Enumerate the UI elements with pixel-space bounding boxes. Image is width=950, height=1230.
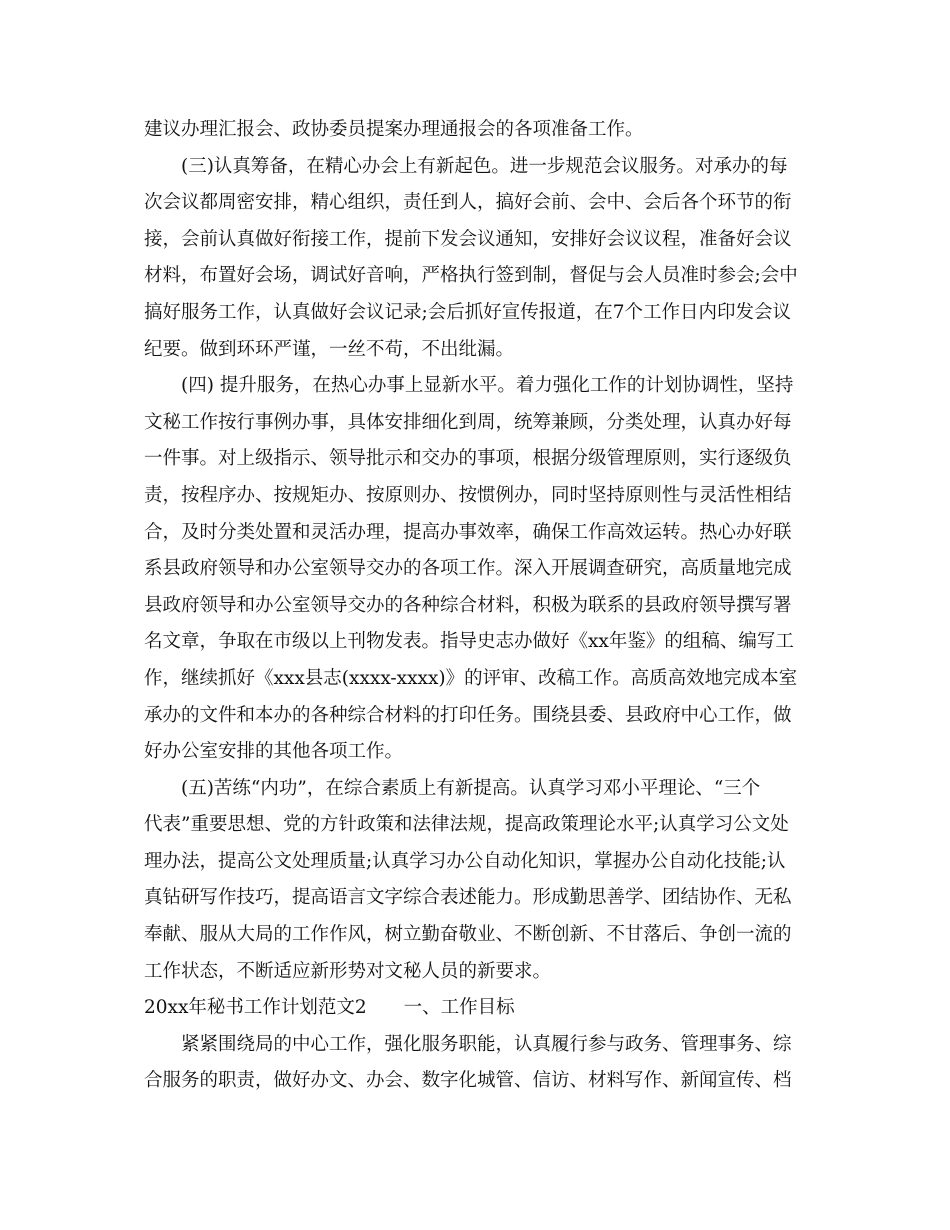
text-line: 接，会前认真做好衔接工作，提前下发会议通知，安排好会议议程，准备好会议 [144, 228, 792, 250]
text-line: 名文章，争取在市级以上刊物发表。指导史志办做好《xx年鉴》的组稿、编写工 [144, 631, 794, 653]
text-line: 次会议都周密安排，精心组织，责任到人，搞好会前、会中、会后各个环节的衔 [144, 192, 792, 214]
text-line: 文秘工作按行事例办事，具体安排细化到周，统筹兼顾，分类处理，认真办好每 [144, 411, 792, 433]
document-page [144, 112, 809, 1100]
text-line: 代表”重要思想、党的方针政策和法律法规，提高政策理论水平;认真学习公文处 [144, 814, 789, 836]
text-line: 合服务的职责，做好办文、办会、数字化城管、信访、材料写作、新闻宣传、档 [144, 1070, 792, 1092]
text-line: (五)苦练“内功”，在综合素质上有新提高。认真学习邓小平理论、“三个 [181, 777, 761, 799]
text-line: 工作状态，不断适应新形势对文秘人员的新要求。 [144, 960, 552, 982]
text-line: 真钻研写作技巧，提高语言文字综合表述能力。形成勤思善学、团结协作、无私 [144, 887, 792, 909]
text-line: 紧紧围绕局的中心工作，强化服务职能，认真履行参与政务、管理事务、综 [181, 1033, 792, 1055]
text-line: 理办法，提高公文处理质量;认真学习办公自动化知识，掌握办公自动化技能;认 [144, 850, 786, 872]
text-line: 搞好服务工作，认真做好会议记录;会后抓好宣传报道，在7个工作日内印发会议 [144, 301, 792, 323]
text-line: 纪要。做到环环严谨，一丝不苟，不出纰漏。 [144, 338, 515, 360]
text-line: 奉献、服从大局的工作作风，树立勤奋敬业、不断创新、不甘落后、争创一流的 [144, 924, 792, 946]
text-line: 建议办理汇报会、政协委员提案办理通报会的各项准备工作。 [144, 119, 644, 140]
text-line: 承办的文件和本办的各种综合材料的打印任务。围绕县委、县政府中心工作，做 [144, 704, 792, 726]
text-line: 一件事。对上级指示、领导批示和交办的事项，根据分级管理原则，实行逐级负 [144, 448, 792, 470]
text-line: 责，按程序办、按规矩办、按原则办、按惯例办，同时坚持原则性与灵活性相结 [144, 484, 792, 506]
text-line: (四) 提升服务，在热心办事上显新水平。着力强化工作的计划协调性，坚持 [181, 375, 794, 397]
text-line: 合，及时分类处置和灵活办理，提高办事效率，确保工作高效运转。热心办好联 [144, 521, 792, 543]
text-line: 20xx年秘书工作计划范文2 一、工作目标 [144, 997, 515, 1019]
text-line: (三)认真筹备，在精心办会上有新起色。进一步规范会议服务。对承办的每 [181, 155, 788, 177]
text-line: 材料，布置好会场，调试好音响，严格执行签到制，督促与会人员准时参会;会中 [144, 265, 798, 287]
text-line: 好办公室安排的其他各项工作。 [144, 741, 404, 763]
text-line: 县政府领导和办公室领导交办的各种综合材料，积极为联系的县政府领导撰写署 [144, 594, 792, 616]
text-line: 作，继续抓好《xxx县志(xxxx-xxxx)》的评审、改稿工作。高质高效地完成本室 [144, 667, 798, 689]
text-line: 系县政府领导和办公室领导交办的各项工作。深入开展调查研究，高质量地完成 [144, 558, 792, 580]
